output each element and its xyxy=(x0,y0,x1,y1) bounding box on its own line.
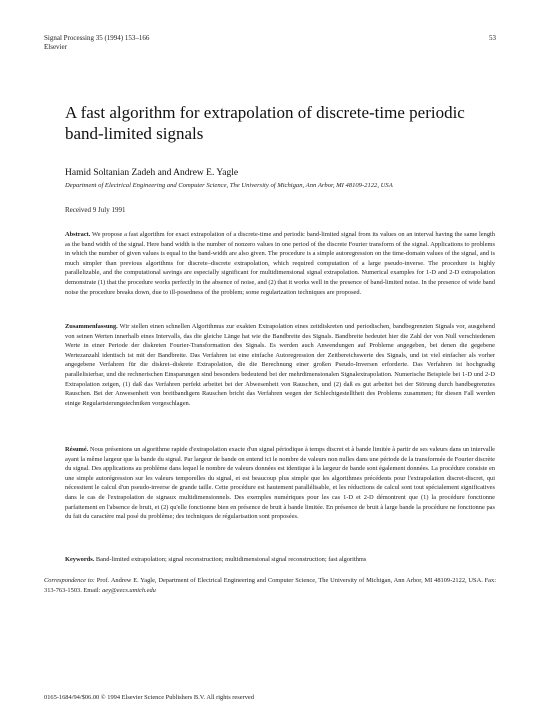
correspondence-email[interactable]: aey@eecs.umich.edu xyxy=(102,586,156,594)
abstract-english xyxy=(65,230,495,297)
paper-title: A fast algorithm for extrapolation of discrete-time periodic band-limited signals xyxy=(65,103,465,143)
publisher-name: Elsevier xyxy=(44,43,67,51)
resume-label: Résumé. xyxy=(65,446,89,453)
keywords-text: Band-limited extrapolation; signal reconstruction; multidimensional signal reconstruction; fast algorithms xyxy=(95,556,367,563)
abstract-text: We propose a fast algorithm for exact extrapolation of a discrete-time and periodic band-limited signal from its values on an interval having the same length as the band width of the signal. Here band width is the number of nonzero values in one period of the discrete Fourier transform of the signal. Applications to problems in which the number of given values is equal to the band-width are also given. The procedure is a simple autoregression on the time-domain values of the signal, and is much simpler than previous algorithms for discrete–discrete extrapolation, which required computation of a large pseudo-inverse. The procedure is highly parallelizable, and the computational savings are especially significant for multidimensional signal extrapolation. Numerical examples for 1-D and 2-D extrapolation demonstrate (1) that the procedure works perfectly in the absence of noise, and (2) that it works well in the presence of band-limited noise. In the presence of wide band noise the procedure breaks down, due to ill-posedness of the problem; some regularization techniques are proposed. xyxy=(65,231,495,296)
correspondence-text: Prof. Andrew E. Yagle, Department of Electrical Engineering and Computer Science, The University of Michigan, Ann Arbor, MI 48109-2122, USA. Fax: 313-763-1503. Email: xyxy=(44,577,496,594)
author-affiliation: Department of Electrical Engineering and Computer Science, The University of Michigan, Ann Arbor, MI 48109-2122, USA xyxy=(65,182,393,189)
zusammenfassung-label: Zusammenfassung. xyxy=(65,323,118,330)
abstract-french xyxy=(65,445,495,522)
page-number: 53 xyxy=(489,34,496,42)
journal-header xyxy=(44,34,149,52)
keywords xyxy=(65,556,495,563)
received-date: Received 9 July 1991 xyxy=(65,206,126,214)
correspondence-note xyxy=(44,576,496,595)
copyright-footer: 0165-1684/94/$06.00 © 1994 Elsevier Science Publishers B.V. All rights reserved xyxy=(44,694,254,701)
zusammenfassung-text: Wir stellen einen schnellen Algorithmus zur exakten Extrapolation eines zeitdiskreten und periodischen, bandbegrenzten Signals vor, ausgehend von seinen Werten innerhalb eines Intervalls, das die gleiche Länge hat wie die Bandbreite des Signals. Bandbreite bedeutet hier die Zahl der von Null verschiedenen Werte in einer Periode der diskreten Fourier-Transformation des Signals. Es werden auch Anwendungen auf Probleme angegeben, bei denen die gegebene Wertezanzahl identisch ist mit der Bandbreite. Das Verfahren ist eine einfache Autoregression der Zeitbereichswerte des Signals, und ist viel einfacher als vorher angegebene Verfahren für die diskret–diskrete Extrapolation, die die Berechnung einer großen Pseudo-Inversen erforderte. Das Verfahren ist hochgradig parallelisierbar, und die rechnerischen Einsparungen sind besonders bedeutend bei der mehrdimensionalen Signalextrapolation. Numerische Beispiele bei 1-D und 2-D Extrapolation zeigen, (1) daß das Verfahren perfekt arbeitet bei der Abwesenheit von Rauschen, und (2) daß es gut arbeitet bei der Störung durch bandbegrenztes Rauschen. Bei der Anwesenheit von breitbandigem Rauschen bricht das Verfahren wegen der Schlechtgestelltheit des Problems zusammen; für diesen Fall werden einige Regularisierungstechniken vorgeschlagen. xyxy=(65,323,495,407)
resume-text: Nous présentons un algorithme rapide d'extrapolation exacte d'un signal périodique à temps discret et à bande limitée à partir de ses valeurs dans un intervalle ayant la même largeur que la bande du signal. Par largeur de bande on entend ici le nombre de valeurs non nulles dans une période de la transformée de Fourier discrète du signal. Des applications au problème dans lequel le nombre de valeurs données est identique à la largeur de bande sont également données. La procédure consiste en une simple autorégression sur les valeurs temporelles du signal, et est beaucoup plus simple que les algorithmes précédents pour l'extrapolation discret-discret, qui nécessitent le calcul d'un pseudo-inverse de grande taille. Cette procédure est hautement parallélisable, et les réductions de calcul sont tout spécialement significatives dans le cas de l'extrapolation de signaux multidimensionnels. Des exemples numériques pour les cas 1-D et 2-D démontrent que (1) la procédure fonctionne parfaitement en l'absence de bruit, et (2) qu'elle fonctionne bien en présence de bruit à bande limitée. En présence de bruit à large bande la procédure ne fonctionne pas du fait du caractère mal posé du problème; des techniques de régularisation sont proposées. xyxy=(65,446,495,521)
paper-authors: Hamid Soltanian Zadeh and Andrew E. Yagle xyxy=(65,168,239,178)
abstract-german xyxy=(65,322,495,408)
abstract-label: Abstract. xyxy=(65,231,91,238)
journal-citation: Signal Processing 35 (1994) 153–166 xyxy=(44,34,150,42)
keywords-label: Keywords. xyxy=(65,556,95,563)
correspondence-label: Correspondence to: xyxy=(44,577,95,584)
